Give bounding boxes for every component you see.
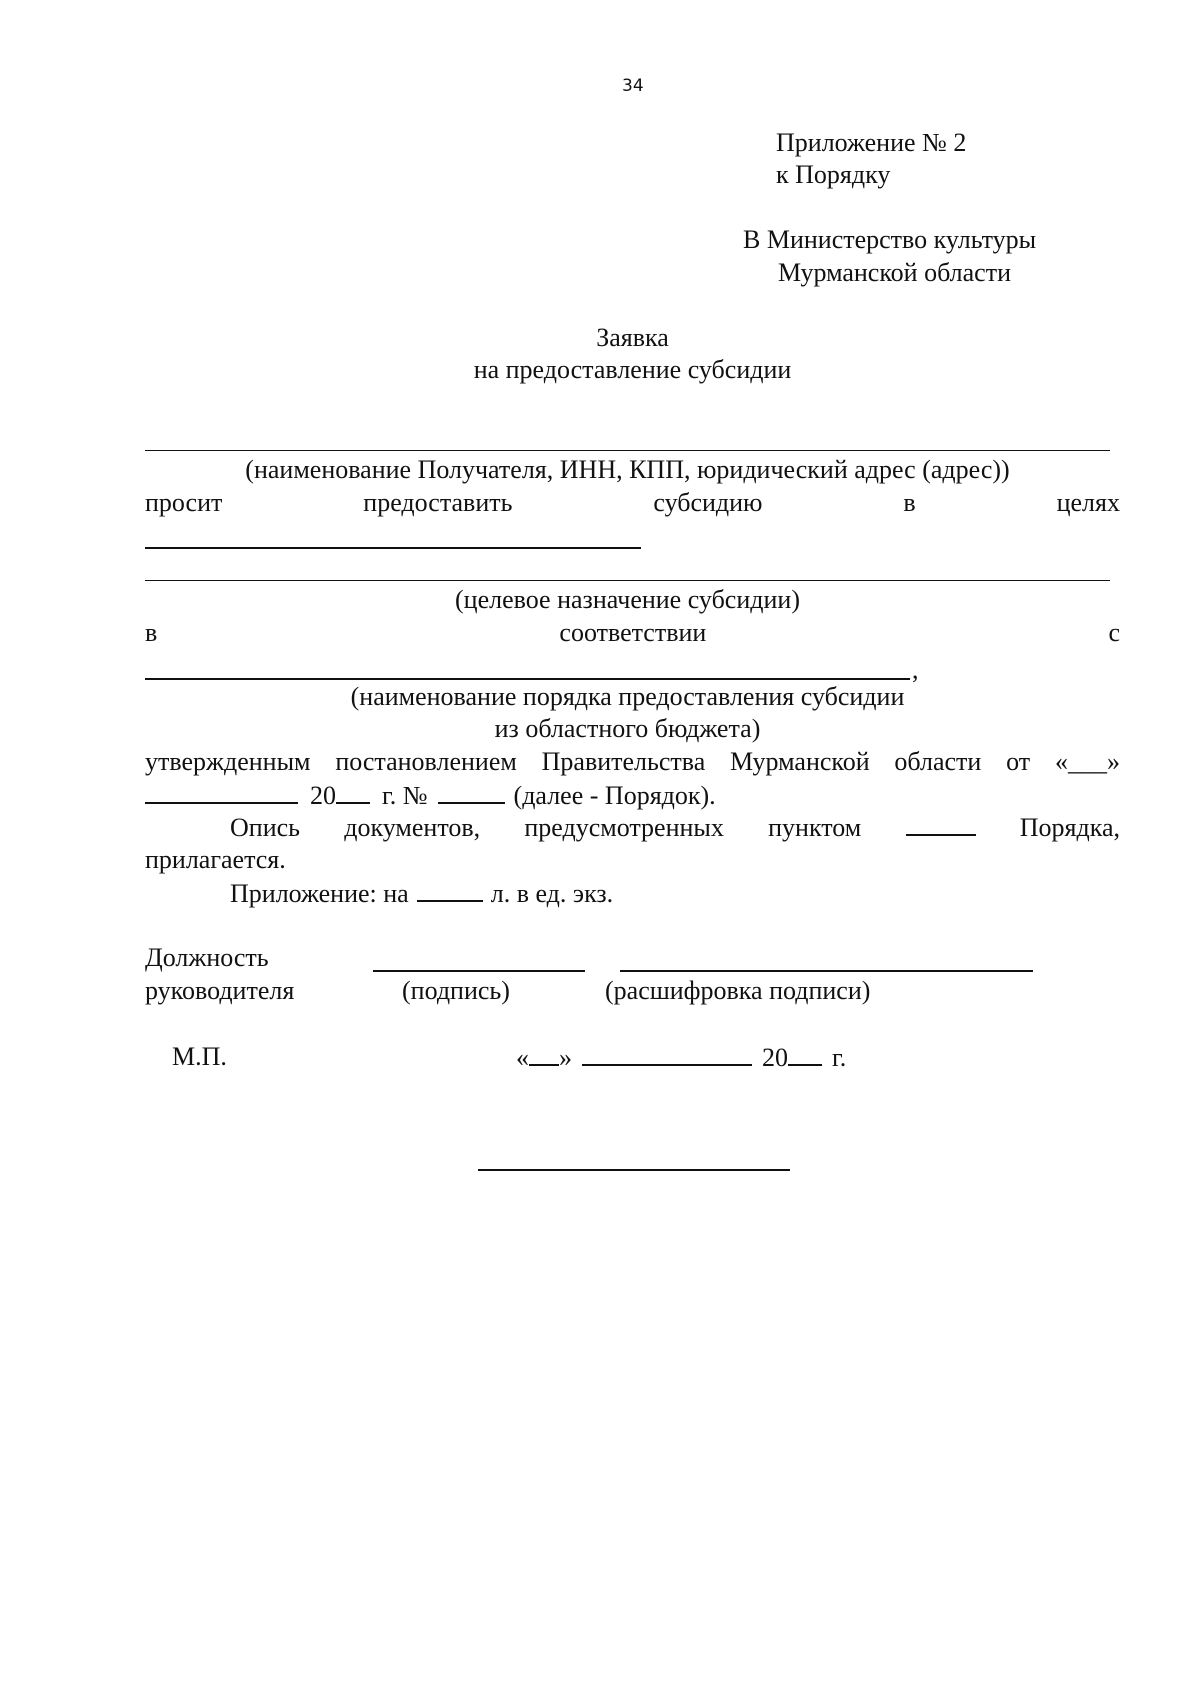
recipient-blank-line[interactable] (145, 450, 1110, 451)
decryption-blank-line[interactable] (620, 970, 1033, 972)
attachment-sheets-blank[interactable] (417, 878, 483, 902)
purpose-blank-short[interactable] (145, 547, 641, 549)
inventory-word: пунктом (768, 813, 862, 842)
decree-number-blank[interactable] (438, 780, 505, 804)
date-year-prefix: 20 (762, 1043, 788, 1072)
request-word: субсидию (653, 488, 763, 517)
accordance-word: в (145, 618, 158, 647)
date-year-suffix: г. (832, 1043, 847, 1072)
approved-word: «___» (1054, 747, 1120, 776)
approved-word: от (1006, 747, 1031, 776)
inventory-item-blank[interactable] (906, 812, 976, 836)
decree-month-blank[interactable] (145, 780, 298, 804)
inventory-word: документов, (344, 813, 481, 842)
decree-number-label: г. № (382, 781, 428, 810)
document-title: Заявка (596, 323, 669, 352)
inventory-row (230, 812, 1120, 843)
decree-date-row (145, 780, 716, 811)
date-open-quote: « (516, 1043, 529, 1072)
approved-row (145, 747, 1120, 777)
approved-word: утвержденным (145, 747, 311, 776)
request-word: предоставить (363, 488, 513, 517)
signature-blank-line[interactable] (373, 970, 585, 972)
decree-year-prefix: 20 (310, 781, 336, 810)
date-month-blank[interactable] (582, 1042, 752, 1066)
approved-word: Мурманской (730, 747, 870, 776)
accordance-word: с (1108, 618, 1120, 647)
signature-caption: (подпись) (402, 976, 510, 1005)
accordance-row (145, 618, 1120, 648)
signature-date-row (516, 1042, 846, 1073)
purpose-caption: (целевое назначение субсидии) (455, 585, 800, 614)
inventory-line2: прилагается. (145, 845, 286, 874)
request-word: целях (1056, 488, 1120, 517)
date-day-blank[interactable] (529, 1042, 559, 1066)
annex-number: Приложение № 2 (776, 128, 967, 157)
stamp-label: М.П. (172, 1042, 227, 1071)
procedure-comma: , (912, 655, 919, 684)
decree-year-blank[interactable] (336, 780, 370, 804)
inventory-word: предусмотренных (524, 813, 724, 842)
page-number: 34 (622, 76, 644, 96)
position-label-line1: Должность (145, 943, 269, 972)
approved-word: постановлением (335, 747, 517, 776)
attachment-prefix: Приложение: на (230, 879, 409, 908)
accordance-word: соответствии (559, 618, 707, 647)
attachment-row (230, 878, 613, 909)
hereinafter-text: (далее - Порядок). (513, 781, 716, 810)
decryption-caption: (расшифровка подписи) (605, 976, 871, 1005)
date-year-blank[interactable] (788, 1042, 822, 1066)
position-label-line2: руководителя (145, 976, 295, 1005)
recipient-caption: (наименование Получателя, ИНН, КПП, юридический адрес (адрес)) (245, 455, 1010, 484)
request-row (145, 488, 1120, 518)
inventory-word: Порядка, (1019, 813, 1120, 842)
addressee-line2: Мурманской области (778, 258, 1011, 287)
inventory-word: Опись (230, 813, 301, 842)
purpose-blank-line[interactable] (145, 580, 1110, 581)
addressee-line1: В Министерство культуры (743, 225, 1037, 254)
request-word: в (903, 488, 916, 517)
closing-separator-line (478, 1169, 790, 1171)
procedure-caption-line2: из областного бюджета) (494, 714, 761, 743)
annex-reference: к Порядку (776, 160, 891, 189)
approved-word: области (894, 747, 982, 776)
procedure-blank-line[interactable] (145, 678, 910, 680)
request-word: просит (145, 488, 223, 517)
date-close-quote: » (559, 1043, 572, 1072)
procedure-caption-line1: (наименование порядка предоставления субсидии (350, 682, 905, 711)
approved-word: Правительства (541, 747, 706, 776)
document-subtitle: на предоставление субсидии (473, 355, 792, 384)
attachment-suffix: л. в ед. экз. (490, 879, 614, 908)
